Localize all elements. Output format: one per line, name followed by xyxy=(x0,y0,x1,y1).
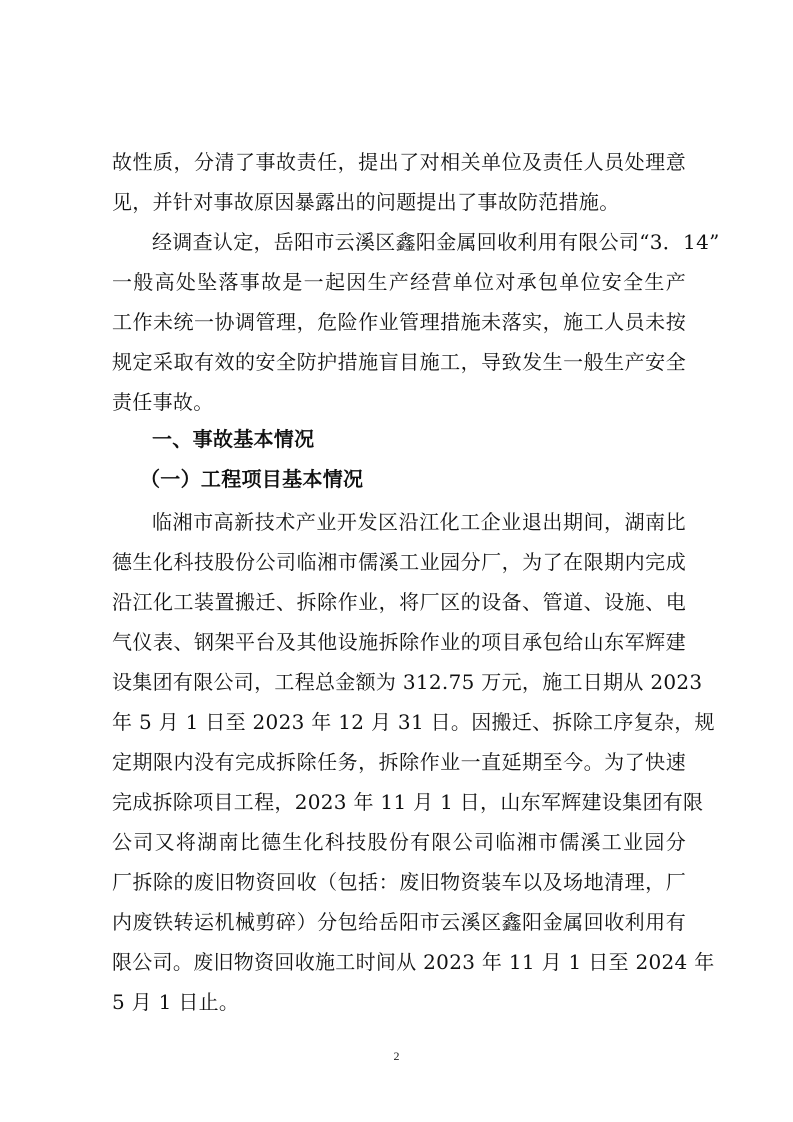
project-line-5: 设集团有限公司，工程总金额为 312.75 万元，施工日期从 2023 xyxy=(112,670,703,694)
project-line-3: 沿江化工装置搬迁、拆除作业，将厂区的设备、管道、设施、电 xyxy=(112,590,686,614)
project-line-8: 完成拆除项目工程，2023 年 11 月 1 日，山东军辉建设集团有限 xyxy=(112,790,704,814)
conclusion-line-3: 工作未统一协调管理，危险作业管理措施未落实，施工人员未按 xyxy=(112,310,686,334)
conclusion-line-5: 责任事故。 xyxy=(112,390,214,414)
project-line-2: 德生化科技股份公司临湘市儒溪工业园分厂，为了在限期内完成 xyxy=(112,550,686,574)
project-line-4: 气仪表、钢架平台及其他设施拆除作业的项目承包给山东军辉建 xyxy=(112,630,686,654)
intro-line-1: 故性质，分清了事故责任，提出了对相关单位及责任人员处理意 xyxy=(112,150,686,174)
project-line-1: 临湘市高新技术产业开发区沿江化工企业退出期间，湖南比 xyxy=(152,510,686,534)
project-line-12: 限公司。废旧物资回收施工时间从 2023 年 11 月 1 日至 2024 年 xyxy=(112,950,715,974)
conclusion-line-1: 经调查认定，岳阳市云溪区鑫阳金属回收利用有限公司“3．14” xyxy=(152,230,720,254)
project-line-7: 定期限内没有完成拆除任务，拆除作业一直延期至今。为了快速 xyxy=(112,750,686,774)
subsection-heading: （一）工程项目基本情况 xyxy=(140,467,364,491)
project-line-9: 公司又将湖南比德生化科技股份有限公司临湘市儒溪工业园分 xyxy=(112,830,686,854)
project-line-10: 厂拆除的废旧物资回收（包括：废旧物资装车以及场地清理，厂 xyxy=(112,870,686,894)
conclusion-line-4: 规定采取有效的安全防护措施盲目施工，导致发生一般生产安全 xyxy=(112,350,686,374)
project-line-13: 5 月 1 日止。 xyxy=(112,990,240,1014)
page-number: 2 xyxy=(393,1049,400,1063)
project-line-11: 内废铁转运机械剪碎）分包给岳阳市云溪区鑫阳金属回收利用有 xyxy=(112,910,686,934)
intro-line-2: 见，并针对事故原因暴露出的问题提出了事故防范措施。 xyxy=(112,190,620,214)
conclusion-line-2: 一般高处坠落事故是一起因生产经营单位对承包单位安全生产 xyxy=(112,270,686,294)
project-line-6: 年 5 月 1 日至 2023 年 12 月 31 日。因搬迁、拆除工序复杂，规 xyxy=(112,710,715,734)
section-heading: 一、事故基本情况 xyxy=(152,427,315,451)
